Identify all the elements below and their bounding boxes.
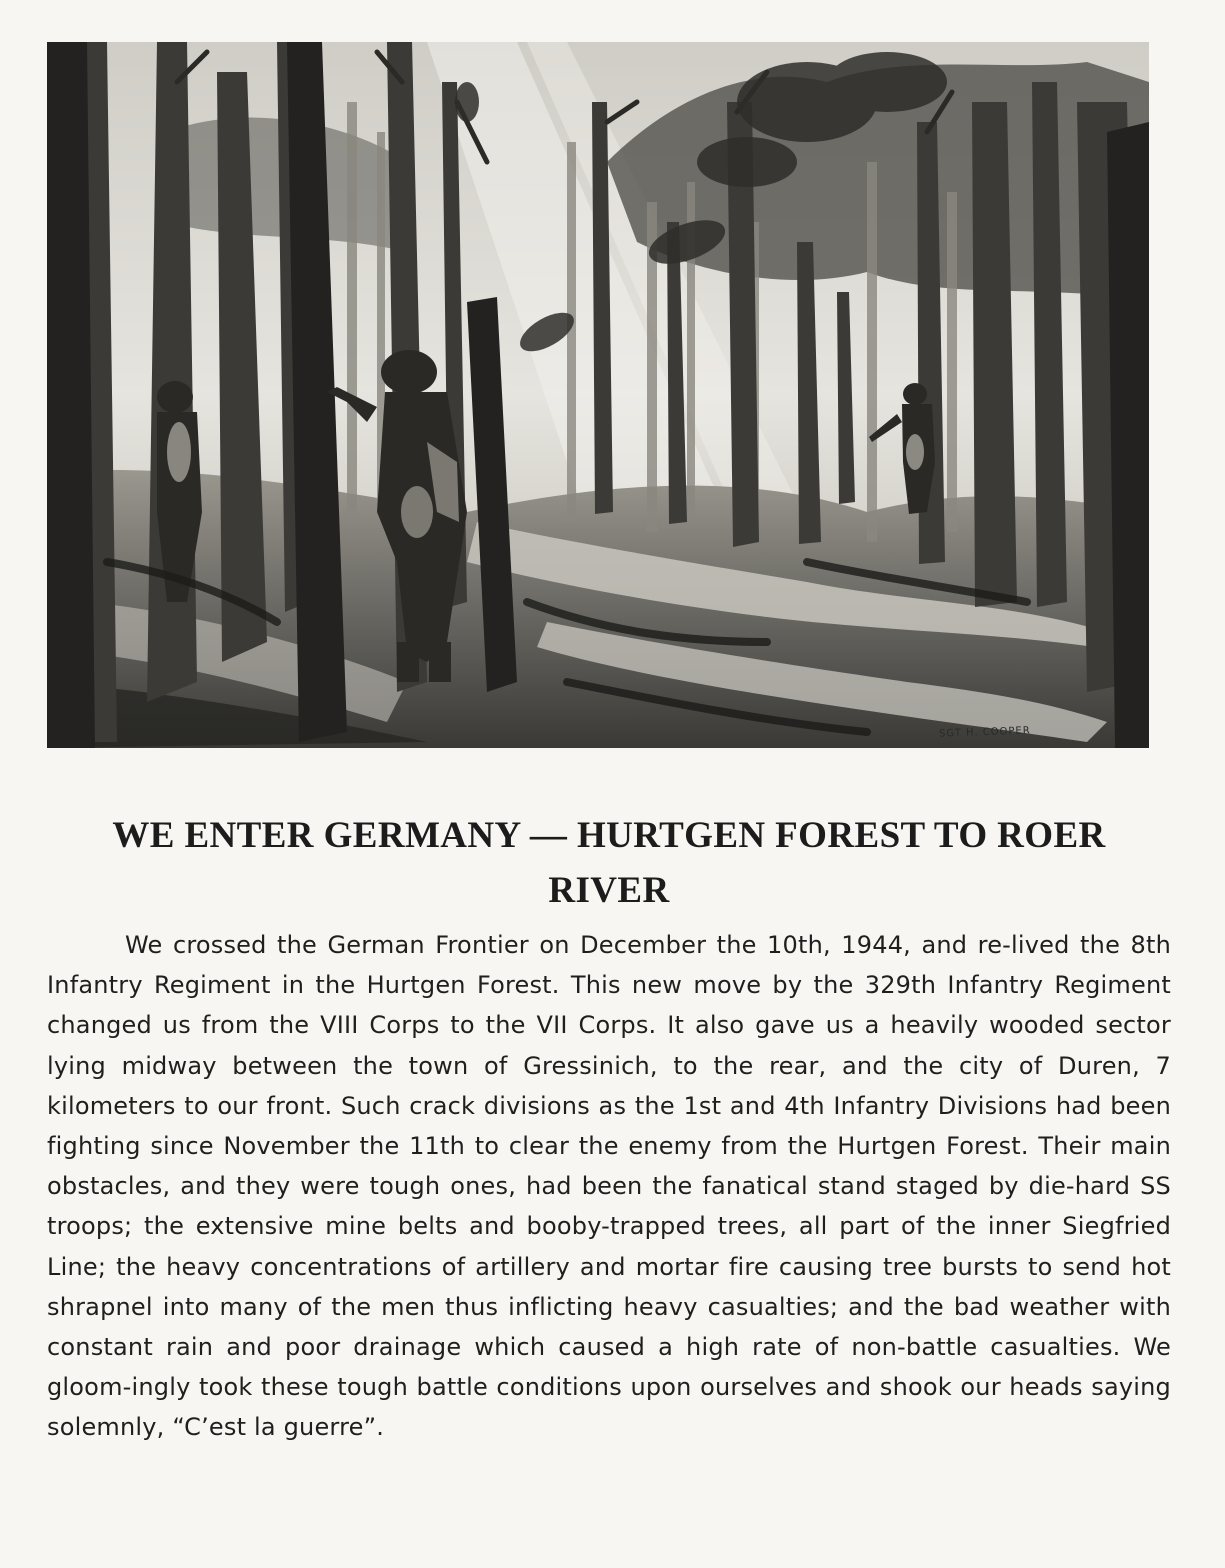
page-title: WE ENTER GERMANY — HURTGEN FOREST TO ROER RIVER: [112, 815, 1106, 911]
body-paragraph: We crossed the German Frontier on December the 10th, 1944, and re-lived the 8th Infantry Regiment in the Hurtgen Forest. This new move by the 329th Infantry Regiment changed us from the VIII Corps to the VII Corps. It also gave us a heavily wooded sector lying midway between the town of Gressinich, to the rear, and the city of Duren, 7 kilometers to our front. Such crack divisions as the 1st and 4th Infantry Divisions had been fighting since November the 11th to clear the enemy from the Hurtgen Forest. Their main obstacles, and they were tough ones, had been the fanatical stand staged by die-hard SS troops; the extensive mine belts and booby-trapped trees, all part of the inner Siegfried Line; the heavy concentrations of artillery and mortar fire causing tree bursts to send hot shrapnel into many of the men thus inflicting heavy casualties; and the bad weather with constant rain and poor drainage which caused a high rate of non-battle casualties. We gloom-ingly took these tough battle conditions upon ourselves and shook our heads saying solemnly, “C’est la guerre”.: [47, 931, 1171, 1442]
forest-illustration: [47, 42, 1149, 748]
artist-signature: SGT H. COOPER: [939, 725, 1032, 740]
forest-drawing: [47, 42, 1149, 748]
